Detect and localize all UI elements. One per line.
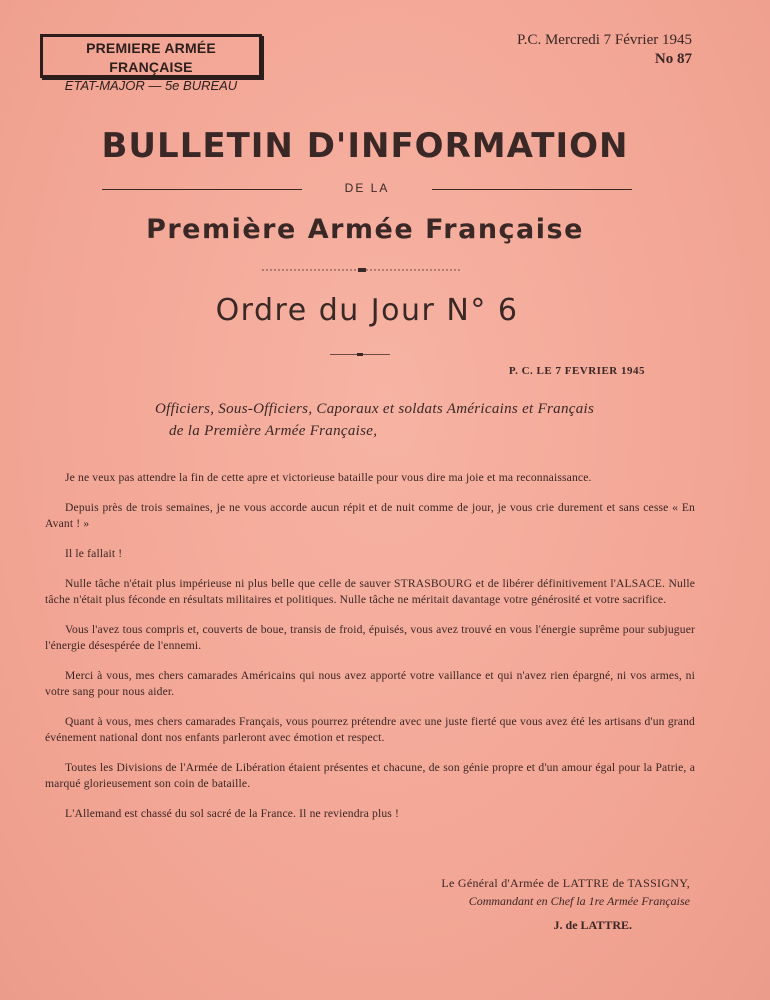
header-date: P.C. Mercredi 7 Février 1945 <box>517 32 692 48</box>
title-rule <box>102 180 632 200</box>
signatory-name: J. de LATTRE. <box>553 918 632 932</box>
paragraph: Nulle tâche n'était plus impérieuse ni plus belle que celle de sauver STRASBOURG et de libérer définitivement l'ALSACE. Nulle tâche n'était plus féconde en résultats militaires et politiques. Nulle tâche ne méritait davantage votre générosité et votre sacrifice. <box>45 577 695 606</box>
office-stamp <box>40 34 262 93</box>
salutation-line-1: Officiers, Sous-Officiers, Caporaux et soldats Américains et Français <box>155 401 595 417</box>
ornament-divider <box>262 268 462 272</box>
paragraph: Vous l'avez tous compris et, couverts de boue, transis de froid, épuisés, vous avez trouvé en vous l'énergie suprême pour subjuguer l'énergie désespérée de l'ennemi. <box>45 623 695 652</box>
ornament-small <box>330 343 390 346</box>
title-connector: DE LA <box>344 181 390 195</box>
bulletin-title: BULLETIN D'INFORMATION <box>101 126 629 166</box>
stamp-line-1: PREMIERE ARMÉE FRANÇAISE <box>86 40 216 75</box>
signatory-role: Commandant en Chef la 1re Armée Française <box>468 894 690 908</box>
stamp-line-2: ETAT-MAJOR — 5e BUREAU <box>64 78 238 93</box>
salutation <box>155 398 715 442</box>
paragraph: Toutes les Divisions de l'Armée de Libération étaient présentes et chacune, de son génie propre et d'un amour égal pour la Patrie, a marqué glorieusement son coin de bataille. <box>45 761 695 790</box>
order-body <box>45 470 695 836</box>
dateline: P. C. LE 7 FEVRIER 1945 <box>508 365 645 377</box>
rule-right <box>432 189 632 190</box>
signatory-title: Le Général d'Armée de LATTRE de TASSIGNY, <box>441 876 690 890</box>
salutation-line-2: de la Première Armée Française, <box>169 423 378 439</box>
header-date-block <box>517 31 692 69</box>
paragraph: Je ne veux pas attendre la fin de cette apre et victorieuse bataille pour vous dire ma joie et ma reconnaissance. <box>65 471 592 484</box>
paragraph: L'Allemand est chassé du sol sacré de la France. Il ne reviendra plus ! <box>65 807 400 820</box>
paragraph: Quant à vous, mes chers camarades Français, vous pourrez prétendre avec une juste fierté que vous avez été les artisans d'un grand événement national dont nos enfants parleront avec émotion et respect. <box>45 715 695 744</box>
signature-block <box>441 874 690 934</box>
paragraph: Depuis près de trois semaines, je ne vous accorde aucun répit et de nuit comme de jour, je vous crie durement et sans cesse « En Avant ! » <box>45 501 695 530</box>
order-title: Ordre du Jour N° 6 <box>215 293 519 328</box>
bulletin-number: No 87 <box>654 51 692 67</box>
paragraph: Il le fallait ! <box>65 547 123 560</box>
army-title: Première Armée Française <box>146 214 584 245</box>
paragraph: Merci à vous, mes chers camarades Américains qui nous avez apporté votre vaillance et qui n'avez rien épargné, ni vos armes, ni votre sang pour nous aider. <box>45 669 695 698</box>
